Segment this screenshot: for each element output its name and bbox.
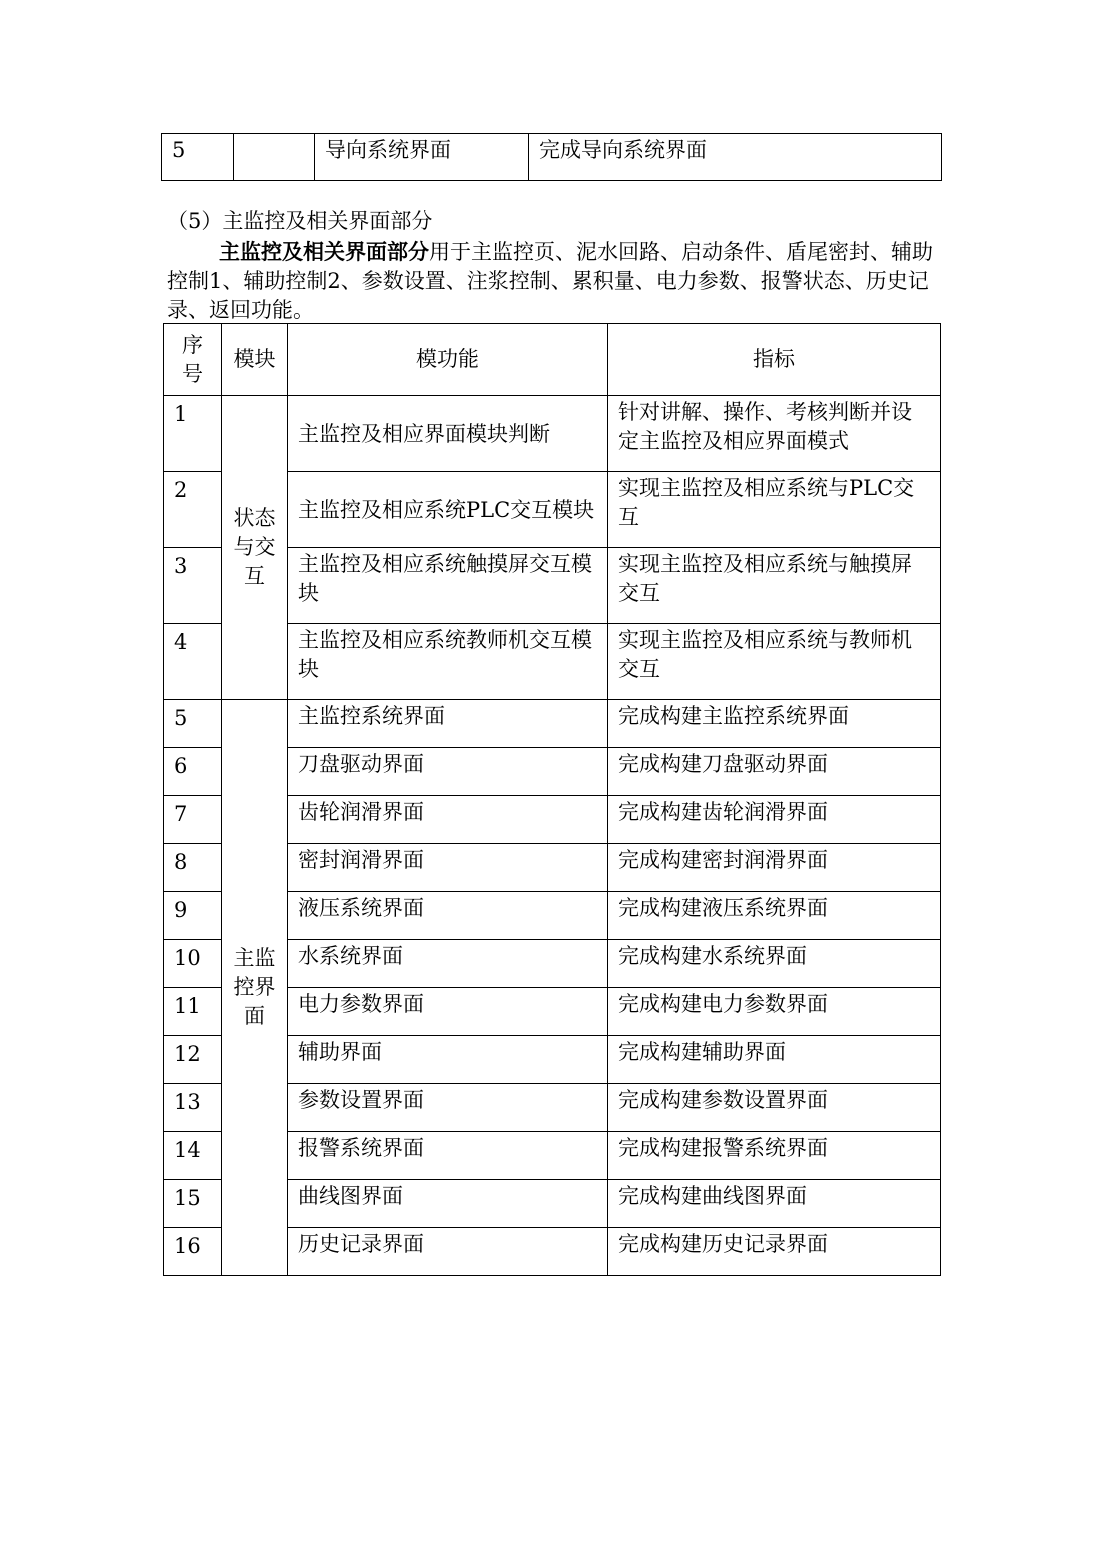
table-row <box>162 134 942 181</box>
function-cell: 主监控及相应系统触摸屏交互模块 <box>288 548 608 624</box>
function-cell: 主监控及相应系统教师机交互模块 <box>288 624 608 700</box>
indicator-cell: 完成构建电力参数界面 <box>608 988 941 1036</box>
paragraph-text: 用于主监控页、泥水回路、启动条件、盾尾密封、辅助控制1、辅助控制2、参数设置、注浆控制、累积量、电力参数、报警状态、历史记录、返回功能。 <box>167 240 933 322</box>
paragraph-bold-lead: 主监控及相关界面部分 <box>219 239 429 264</box>
module-group-cell: 主监控界面 <box>222 700 288 1276</box>
indicator-cell: 完成构建水系统界面 <box>608 940 941 988</box>
seq-cell: 7 <box>164 796 222 844</box>
indicator-cell: 完成构建曲线图界面 <box>608 1180 941 1228</box>
module-cell <box>234 134 315 181</box>
continued-table <box>161 133 942 181</box>
seq-cell: 14 <box>164 1132 222 1180</box>
header-module: 模块 <box>222 324 288 396</box>
seq-cell: 5 <box>164 700 222 748</box>
function-cell: 报警系统界面 <box>288 1132 608 1180</box>
seq-cell: 11 <box>164 988 222 1036</box>
indicator-cell: 完成构建液压系统界面 <box>608 892 941 940</box>
function-cell: 辅助界面 <box>288 1036 608 1084</box>
module-group-cell: 状态与交互 <box>222 396 288 700</box>
indicator-cell: 完成构建齿轮润滑界面 <box>608 796 941 844</box>
seq-cell: 10 <box>164 940 222 988</box>
indicator-cell: 完成构建辅助界面 <box>608 1036 941 1084</box>
seq-cell: 16 <box>164 1228 222 1276</box>
function-cell: 参数设置界面 <box>288 1084 608 1132</box>
module-table <box>163 323 941 1276</box>
indicator-cell: 实现主监控及相应系统与PLC交互 <box>608 472 941 548</box>
header-function: 模功能 <box>288 324 608 396</box>
section-heading: （5）主监控及相关界面部分 <box>167 209 433 233</box>
table-header-row <box>164 324 941 396</box>
indicator-cell: 完成构建参数设置界面 <box>608 1084 941 1132</box>
indicator-cell: 完成构建刀盘驱动界面 <box>608 748 941 796</box>
header-seq: 序号 <box>164 324 222 396</box>
indicator-cell: 针对讲解、操作、考核判断并设定主监控及相应界面模式 <box>608 396 941 472</box>
function-cell: 水系统界面 <box>288 940 608 988</box>
function-cell: 齿轮润滑界面 <box>288 796 608 844</box>
function-cell: 导向系统界面 <box>315 134 529 181</box>
seq-cell: 8 <box>164 844 222 892</box>
indicator-cell: 完成构建主监控系统界面 <box>608 700 941 748</box>
function-cell: 主监控及相应系统PLC交互模块 <box>288 472 608 548</box>
section-paragraph <box>167 237 940 325</box>
seq-cell: 15 <box>164 1180 222 1228</box>
function-cell: 主监控及相应界面模块判断 <box>288 396 608 472</box>
indicator-cell: 完成构建报警系统界面 <box>608 1132 941 1180</box>
function-cell: 电力参数界面 <box>288 988 608 1036</box>
function-cell: 主监控系统界面 <box>288 700 608 748</box>
table-row <box>164 396 941 472</box>
seq-cell: 5 <box>162 134 234 181</box>
seq-cell: 1 <box>164 396 222 472</box>
indicator-cell: 实现主监控及相应系统与触摸屏交互 <box>608 548 941 624</box>
function-cell: 密封润滑界面 <box>288 844 608 892</box>
seq-cell: 3 <box>164 548 222 624</box>
indicator-cell: 完成导向系统界面 <box>529 134 942 181</box>
seq-cell: 13 <box>164 1084 222 1132</box>
seq-cell: 9 <box>164 892 222 940</box>
header-indicator: 指标 <box>608 324 941 396</box>
function-cell: 曲线图界面 <box>288 1180 608 1228</box>
function-cell: 历史记录界面 <box>288 1228 608 1276</box>
function-cell: 刀盘驱动界面 <box>288 748 608 796</box>
seq-cell: 6 <box>164 748 222 796</box>
seq-cell: 2 <box>164 472 222 548</box>
seq-cell: 12 <box>164 1036 222 1084</box>
indicator-cell: 完成构建历史记录界面 <box>608 1228 941 1276</box>
indicator-cell: 完成构建密封润滑界面 <box>608 844 941 892</box>
seq-cell: 4 <box>164 624 222 700</box>
indicator-cell: 实现主监控及相应系统与教师机交互 <box>608 624 941 700</box>
table-row <box>164 700 941 748</box>
function-cell: 液压系统界面 <box>288 892 608 940</box>
